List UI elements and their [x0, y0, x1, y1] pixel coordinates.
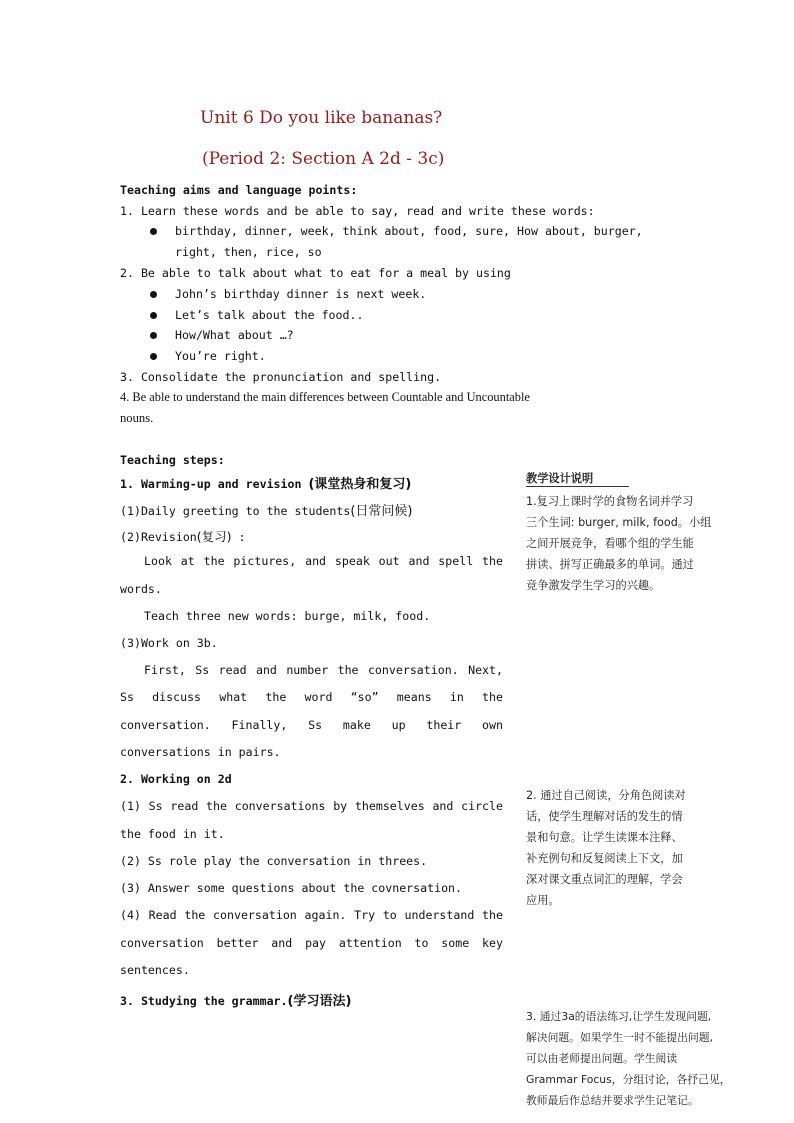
steps-heading: Teaching steps:: [120, 453, 225, 467]
step-1-title-cn: (课堂热身和复习): [308, 477, 412, 492]
step-1-item-2-colon: :: [238, 530, 246, 544]
note-2-line: 话，使学生理解对话的发生的情: [526, 810, 683, 823]
note-1-line: 1.复习上课时学的食物名词并学习: [526, 495, 694, 508]
note-3-line: 3. 通过3a的语法练习,让学生发现问题,: [526, 1010, 712, 1023]
bullet-icon: [150, 291, 157, 298]
aims-item-3: 3. Consolidate the pronunciation and spelling.: [120, 370, 442, 384]
step-3-title-en: 3. Studying the grammar.: [120, 994, 288, 1008]
step-1-item-2-cn: (复习): [196, 529, 232, 544]
bullet-icon: [150, 228, 157, 235]
step-2-title: 2. Working on 2d: [120, 772, 232, 786]
note-2-line: 景和句意。让学生读课本注释、: [526, 831, 683, 844]
page-title: Unit 6 Do you like bananas?: [200, 108, 443, 128]
step-1-work-text: conversation. Finally, Ss make up their own: [120, 718, 503, 732]
step-3-title-cn: (学习语法): [287, 994, 352, 1009]
notes-heading: 教学设计说明: [526, 470, 629, 487]
note-1-line: 竞争激发学生学习的兴趣。: [526, 579, 661, 592]
page-subtitle: (Period 2: Section A 2d - 3c): [202, 149, 445, 169]
step-1-item-3: (3)Work on 3b.: [120, 636, 218, 650]
aims-words-line2: right, then, rice, so: [175, 245, 322, 259]
note-1: [526, 491, 711, 596]
step-1-revision-text-cont: words.: [120, 582, 162, 596]
step-1-title-en: 1. Warming-up and revision: [120, 477, 302, 491]
aims-item-1: 1. Learn these words and be able to say, read and write these words:: [120, 204, 595, 218]
aims-words-line1: birthday, dinner, week, think about, food, sure, How about, burger,: [175, 224, 643, 238]
step-1-work-text: Ss discuss what the word “so” means in the: [120, 690, 503, 704]
aims-phrase: Let’s talk about the food..: [175, 308, 364, 322]
step-2-item-4: (4) Read the conversation again. Try to understand the: [120, 908, 503, 922]
note-3-line: 教师最后作总结并要求学生记笔记。: [526, 1094, 699, 1107]
note-2-line: 深对课文重点词汇的理解，学会: [526, 873, 683, 886]
note-2-line: 补充例句和反复阅读上下文，加: [526, 852, 683, 865]
step-2-item-3: (3) Answer some questions about the covnersation.: [120, 881, 463, 895]
note-1-line: 之间开展竞争，看哪个组的学生能: [526, 537, 694, 550]
step-2-item-1: (1) Ss read the conversations by themselves and circle: [120, 799, 503, 813]
note-1-line: 拼读、拼写正确最多的单词。通过: [526, 558, 694, 571]
step-1-revision-text: Look at the pictures, and speak out and spell the: [144, 554, 503, 568]
note-3-line: Grammar Focus，分组讨论，各抒己见，: [526, 1073, 731, 1086]
bullet-icon: [150, 353, 157, 360]
aims-phrase: John’s birthday dinner is next week.: [175, 287, 427, 301]
aims-item-2: 2. Be able to talk about what to eat for a meal by using: [120, 266, 511, 280]
step-1-title: [120, 473, 411, 492]
step-2-item-2: (2) Ss role play the conversation in threes.: [120, 854, 428, 868]
step-2-item-1-cont: the food in it.: [120, 827, 225, 841]
note-3-line: 可以由老师提出问题。学生阅读: [526, 1052, 678, 1065]
step-1-work-text: First, Ss read and number the conversation. Next,: [144, 663, 503, 677]
aims-heading: Teaching aims and language points:: [120, 183, 358, 197]
note-2: [526, 785, 686, 911]
note-3-line: 解决问题。如果学生一时不能提出问题,: [526, 1031, 713, 1044]
note-1-line: 三个生词: burger, milk, food。小组: [526, 516, 712, 529]
step-1-item-1-cn: (日常问候): [350, 504, 413, 519]
step-1-item-2: [120, 527, 246, 545]
step-2-item-4-cont: conversation better and pay attention to some key: [120, 936, 503, 950]
step-1-item-1: [120, 500, 413, 519]
step-1-new-words: Teach three new words: burge, milk, food.: [144, 609, 431, 623]
step-2-item-4-cont: sentences.: [120, 963, 190, 977]
bullet-icon: [150, 312, 157, 319]
aims-phrase: How/What about …?: [175, 328, 294, 342]
step-1-item-2-en: (2)Revision: [120, 530, 197, 544]
note-3: [526, 1006, 731, 1111]
step-3-title: [120, 990, 351, 1009]
aims-phrase: You’re right.: [175, 349, 266, 363]
bullet-icon: [150, 332, 157, 339]
note-2-line: 2. 通过自己阅读，分角色阅读对: [526, 789, 686, 802]
note-2-line: 应用。: [526, 894, 560, 907]
step-1-item-1-en: (1)Daily greeting to the students: [120, 504, 351, 518]
aims-item-4: 4. Be able to understand the main differences between Countable and Uncountable: [120, 390, 530, 404]
step-1-work-text: conversations in pairs.: [120, 745, 281, 759]
aims-item-4-cont: nouns.: [120, 411, 154, 425]
